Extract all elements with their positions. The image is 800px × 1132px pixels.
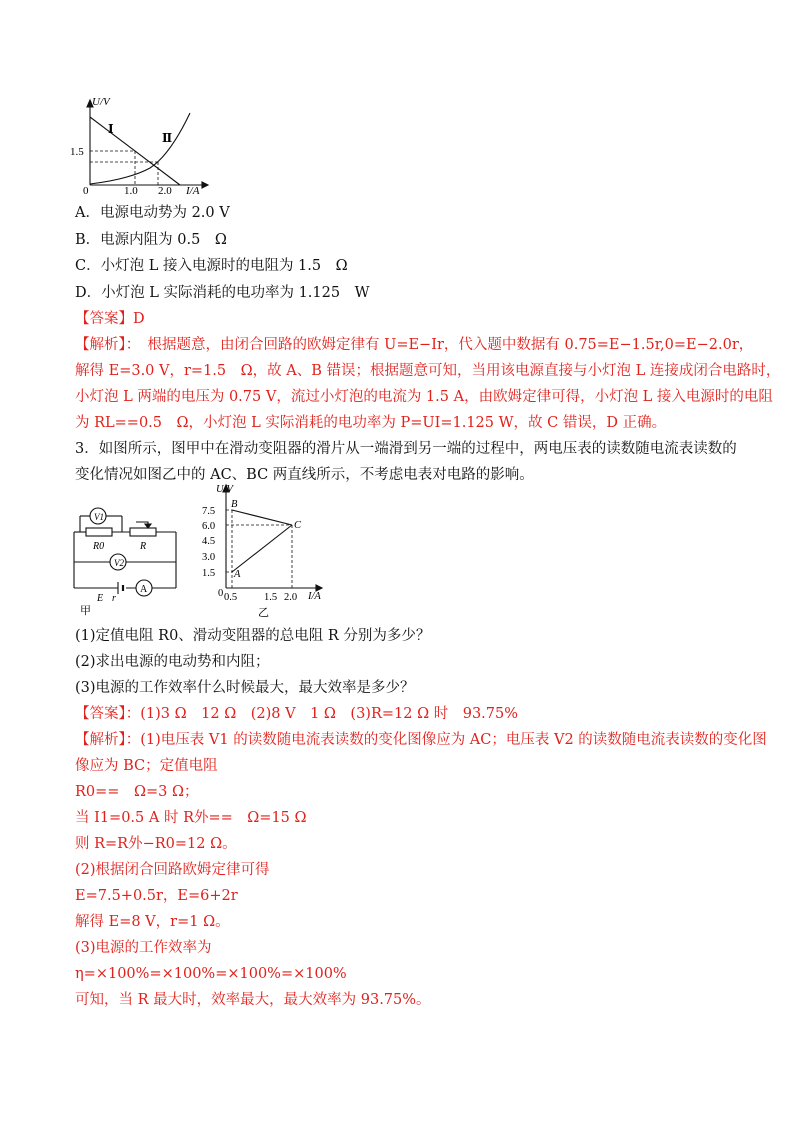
fig2-y-tick-4.5: 4.5 — [202, 536, 216, 547]
q3-analysis-line-3: R0== Ω=3 Ω； — [75, 784, 199, 800]
option-c: C．小灯泡 L 接入电源时的电阻为 1.5 Ω — [75, 258, 348, 274]
fig2-origin: 0 — [218, 588, 224, 599]
fig1-origin: 0 — [83, 185, 89, 195]
fig2-y-tick-7.5: 7.5 — [202, 506, 216, 517]
q3-stem-line-1: 3．如图所示，图甲中在滑动变阻器的滑片从一端滑到另一端的过程中，两电压表的读数随电流表读数的 — [75, 441, 737, 457]
q3-question-1: (1)定值电阻 R0、滑动变阻器的总电阻 R 分别为多少？ — [75, 628, 431, 644]
q3-analysis-line-4: 当 I1=0.5 A 时 R外== Ω=15 Ω — [75, 810, 307, 826]
circuit-label-r0: R0 — [93, 541, 105, 552]
q2-analysis-line-3: 小灯泡 L 两端的电压为 0.75 V，流过小灯泡的电流为 1.5 A，由欧姆定律可得，小灯泡 L 接入电源时的电阻 — [75, 389, 773, 405]
q3-analysis-line-9: (3)电源的工作效率为 — [75, 940, 212, 956]
q3-stem-line-2: 变化情况如图乙中的 AC、BC 两直线所示，不考虑电表对电路的影响。 — [75, 467, 534, 483]
fig2-x-tick-2.0: 2.0 — [284, 592, 298, 603]
option-a: A．电源电动势为 2.0 V — [75, 205, 230, 221]
circuit-diagram — [66, 500, 184, 618]
q3-answer: 【答案】：(1)3 Ω 12 Ω (2)8 V 1 Ω (3)R=12 Ω 时 93.75% — [75, 706, 519, 722]
q3-analysis-line-7: E=7.5+0.5r，E=6+2r — [75, 888, 238, 904]
fig2-point-a: A — [234, 569, 241, 580]
figure-ui-graph-2 — [196, 478, 336, 620]
circuit-label-e: E — [97, 593, 104, 604]
fig2-x-tick-1.5: 1.5 — [264, 592, 278, 603]
circuit-label-a: A — [140, 584, 148, 595]
fig1-y-tick: 1.5 — [70, 146, 84, 158]
fig1-y-axis-label: U/V — [92, 96, 110, 108]
fig1-curve-label-1: Ⅰ — [108, 122, 114, 136]
circuit-label-r-internal: r — [112, 593, 116, 604]
option-d: D．小灯泡 L 实际消耗的电功率为 1.125 W — [75, 285, 370, 301]
q2-analysis-line-1: 【解析】： 根据题意，由闭合回路的欧姆定律有 U=E−Ir，代入题中数据有 0.75=E−1.5r,0=E−2.0r， — [75, 337, 754, 353]
q2-answer: 【答案】D — [75, 311, 145, 327]
q2-analysis-line-4: 为 RL==0.5 Ω，小灯泡 L 实际消耗的电功率为 P=UI=1.125 W，故 C 错误，D 正确。 — [75, 415, 667, 431]
fig2-y-tick-1.5: 1.5 — [202, 568, 216, 579]
fig2-x-tick-0.5: 0.5 — [224, 592, 238, 603]
fig2-y-tick-3.0: 3.0 — [202, 552, 216, 563]
fig2-caption: 乙 — [258, 607, 269, 619]
circuit-label-v1: V1 — [94, 512, 104, 522]
figure-ui-graph-1 — [70, 95, 220, 195]
q3-question-2: (2)求出电源的电动势和内阻； — [75, 654, 270, 670]
q2-analysis-line-2: 解得 E=3.0 V，r=1.5 Ω，故 A、B 错误；根据题意可知，当用该电源直接与小灯泡 L 连接成闭合电路时， — [75, 363, 781, 379]
fig1-x-tick-2: 2.0 — [158, 185, 172, 195]
circuit-label-v2: V2 — [114, 558, 124, 568]
fig2-y-tick-6.0: 6.0 — [202, 521, 216, 532]
q3-analysis-line-5: 则 R=R外−R0=12 Ω。 — [75, 836, 237, 852]
fig1-x-axis-label: I/A — [186, 185, 200, 195]
q3-question-3: (3)电源的工作效率什么时候最大，最大效率是多少？ — [75, 680, 415, 696]
fig2-y-axis-label: U/V — [216, 484, 233, 495]
q3-analysis-line-11: 可知，当 R 最大时，效率最大，最大效率为 93.75%。 — [75, 992, 431, 1008]
circuit-label-r: R — [140, 541, 147, 552]
fig2-x-axis-label: I/A — [308, 591, 321, 602]
q3-analysis-line-10: η=×100%=×100%=×100%=×100% — [75, 966, 347, 982]
fig1-x-tick-1: 1.0 — [124, 185, 138, 195]
q3-analysis-line-1: 【解析】：(1)电压表 V1 的读数随电流表读数的变化图像应为 AC；电压表 V2 的读数随电流表读数的变化图 — [75, 732, 767, 748]
q3-analysis-line-8: 解得 E=8 V，r=1 Ω。 — [75, 914, 230, 930]
fig2-point-c: C — [294, 520, 302, 531]
circuit-caption: 甲 — [80, 605, 91, 617]
fig2-point-b: B — [231, 499, 238, 510]
option-b: B．电源内阻为 0.5 Ω — [75, 232, 227, 248]
q3-analysis-line-2: 像应为 BC；定值电阻 — [75, 758, 218, 774]
q3-analysis-line-6: (2)根据闭合回路欧姆定律可得 — [75, 862, 270, 878]
fig1-curve-label-2: Ⅱ — [162, 131, 173, 145]
